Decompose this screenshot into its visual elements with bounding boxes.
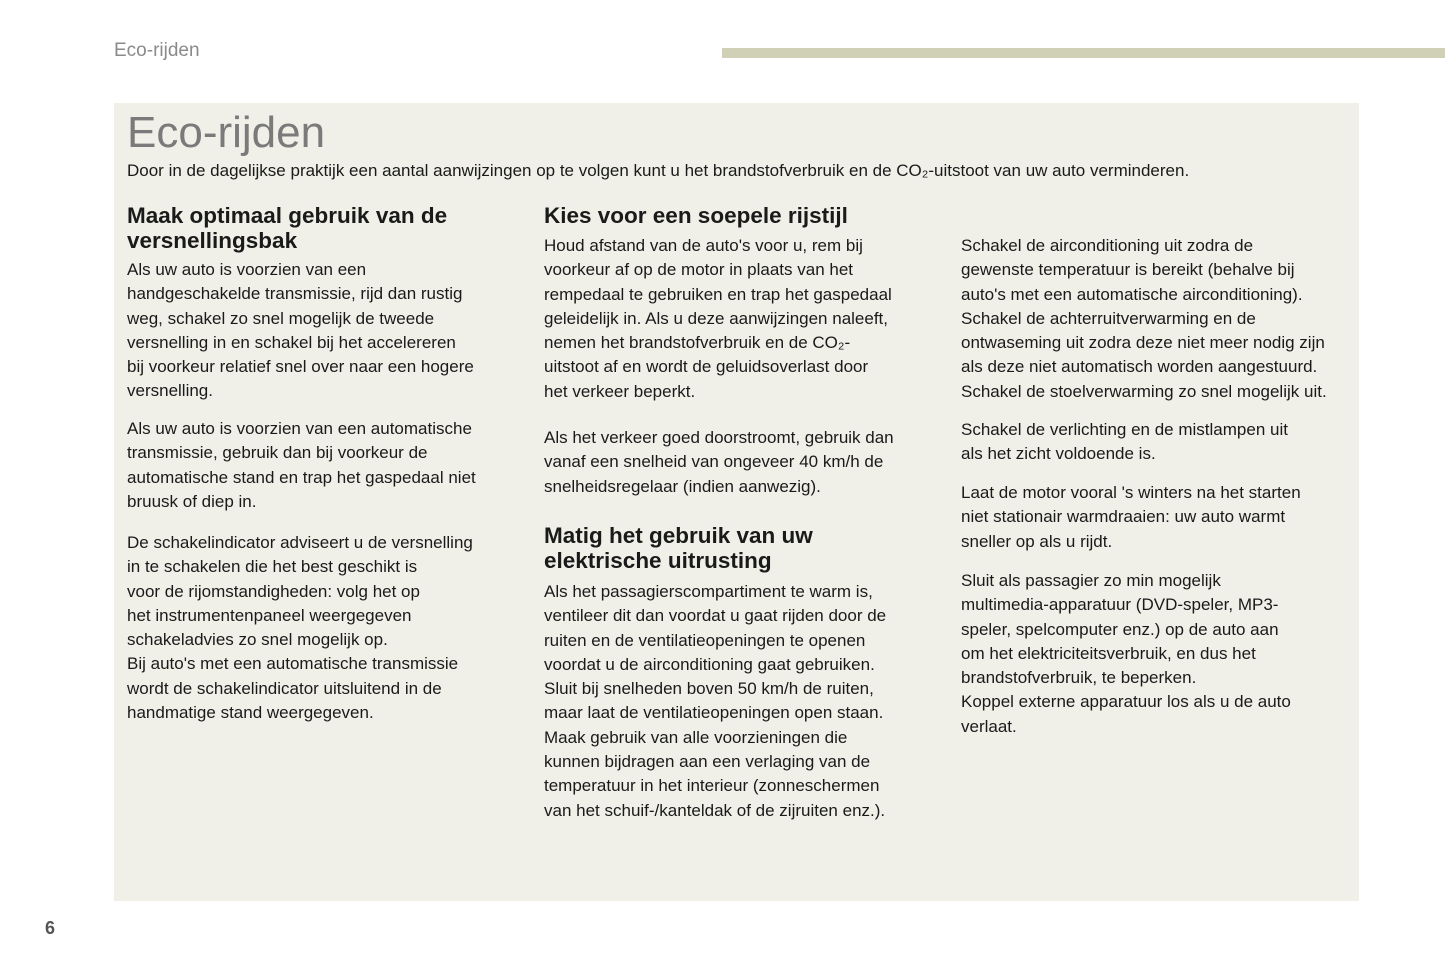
text-line: handgeschakelde transmissie, rijd dan rustig <box>127 284 463 304</box>
text-line: Als uw auto is voorzien van een <box>127 260 367 279</box>
text-line: ventileer dit dan voordat u gaat rijden door de <box>544 606 887 626</box>
text-line: gewenste temperatuur is bereikt (behalve bij <box>961 260 1295 280</box>
text-line: handmatige stand weergegeven. <box>127 703 374 723</box>
paragraph <box>961 418 1288 467</box>
paragraph <box>961 481 1301 554</box>
text-line: bruusk of diep in. <box>127 491 257 511</box>
text-line: weg, schakel zo snel mogelijk de tweede <box>127 308 435 328</box>
text-line: het verkeer beperkt. <box>544 381 696 401</box>
text-line: Koppel externe apparatuur los als u de auto <box>961 692 1291 712</box>
text-line: Kies voor een soepele rijstijl <box>544 203 848 228</box>
text-line: om het elektriciteitsverbruik, en dus het <box>961 643 1256 663</box>
heading-electrical <box>544 524 813 573</box>
text-line: Houd afstand van de auto's voor u, rem bij <box>544 236 863 255</box>
text-line: auto's met een automatische airconditioning). <box>961 284 1303 304</box>
header-accent-bar <box>722 48 1445 58</box>
text-line: niet stationair warmdraaien: uw auto warmt <box>961 507 1286 527</box>
text-line: voorkeur af op de motor in plaats van het <box>544 260 854 280</box>
text-line: Sluit als passagier zo min mogelijk <box>961 571 1221 590</box>
text-line: versnelling. <box>127 381 213 401</box>
text-line: als deze niet automatisch worden aangestuurd. <box>961 357 1318 377</box>
text-line: Sluit bij snelheden boven 50 km/h de ruiten, <box>544 679 874 699</box>
text-line: temperatuur in het interieur (zonneschermen <box>544 776 880 796</box>
page-number: 6 <box>45 918 56 938</box>
text-line: Maak gebruik van alle voorzieningen die <box>544 727 848 747</box>
text-line: het instrumentenpaneel weergegeven <box>127 605 412 625</box>
text-line: automatische stand en trap het gaspedaal niet <box>127 467 476 487</box>
paragraph <box>544 234 892 404</box>
text-line: geleidelijk in. Als u deze aanwijzingen naleeft, <box>544 308 889 328</box>
page-title: Eco-rijden <box>127 108 326 157</box>
text-line: voor de rijomstandigheden: volg het op <box>127 581 420 601</box>
text-line: Matig het gebruik van uw <box>544 523 813 548</box>
text-line: Als het verkeer goed doorstroomt, gebruik dan <box>544 428 894 447</box>
text-line: versnellingsbak <box>127 227 298 253</box>
text-line: Schakel de achterruitverwarming en de <box>961 308 1256 328</box>
text-line: schakeladvies zo snel mogelijk op. <box>127 630 388 650</box>
text-line: brandstofverbruik, te beperken. <box>961 668 1197 688</box>
text-line: verlaat. <box>961 716 1017 736</box>
paragraph <box>961 569 1291 739</box>
text-line: elektrische uitrusting <box>544 547 772 573</box>
heading-smooth-driving <box>544 204 848 229</box>
text-line: Als het passagierscompartiment te warm is, <box>544 582 873 601</box>
text-line: Schakel de stoelverwarming zo snel mogelijk uit. <box>961 381 1327 401</box>
text-line: ontwaseming uit zodra deze niet meer nodig zijn <box>961 333 1325 353</box>
text-line: vanaf een snelheid van ongeveer 40 km/h de <box>544 452 884 472</box>
running-header: Eco-rijden <box>114 40 200 61</box>
text-line: nemen het brandstofverbruik en de CO₂- <box>544 333 851 353</box>
text-line: voordat u de airconditioning gaat gebruiken. <box>544 654 875 674</box>
paragraph <box>127 258 474 404</box>
text-line: in te schakelen die het best geschikt is <box>127 557 418 577</box>
text-line: uitstoot af en wordt de geluidsoverlast door <box>544 357 869 377</box>
text-line: multimedia-apparatuur (DVD-speler, MP3- <box>961 595 1279 615</box>
text-line: Bij auto's met een automatische transmissie <box>127 654 459 674</box>
paragraph <box>127 531 473 725</box>
text-line: snelheidsregelaar (indien aanwezig). <box>544 476 821 496</box>
paragraph <box>544 580 886 823</box>
text-line: kunnen bijdragen aan een verlaging van de <box>544 752 871 772</box>
text-line: bij voorkeur relatief snel over naar een hogere <box>127 357 474 377</box>
text-line: Als uw auto is voorzien van een automatische <box>127 419 472 438</box>
heading-gearbox <box>127 204 447 253</box>
text-line: versnelling in en schakel bij het accelereren <box>127 332 456 352</box>
text-line: sneller op als u rijdt. <box>961 531 1113 551</box>
text-line: transmissie, gebruik dan bij voorkeur de <box>127 443 428 463</box>
text-line: als het zicht voldoende is. <box>961 444 1156 464</box>
text-line: speler, spelcomputer enz.) op de auto aan <box>961 619 1279 639</box>
text-line: maar laat de ventilatieopeningen open staan. <box>544 703 884 723</box>
text-line: Maak optimaal gebruik van de <box>127 203 448 228</box>
text-line: Schakel de verlichting en de mistlampen uit <box>961 420 1288 439</box>
text-line: De schakelindicator adviseert u de versnelling <box>127 533 473 552</box>
text-line: ruiten en de ventilatieopeningen te openen <box>544 630 866 650</box>
text-line: van het schuif-/kanteldak of de zijruiten enz.). <box>544 800 886 820</box>
paragraph <box>544 426 894 499</box>
text-line: Schakel de airconditioning uit zodra de <box>961 236 1254 255</box>
text-line: rempedaal te gebruiken en trap het gaspedaal <box>544 284 892 304</box>
paragraph <box>127 417 476 514</box>
text-line: wordt de schakelindicator uitsluitend in de <box>127 678 442 698</box>
intro-text: Door in de dagelijkse praktijk een aantal aanwijzingen op te volgen kunt u het brandstofverbruik en de CO₂-uitstoot van uw auto verminderen. <box>127 161 1190 180</box>
paragraph <box>961 234 1327 404</box>
text-line: Laat de motor vooral 's winters na het starten <box>961 483 1301 502</box>
